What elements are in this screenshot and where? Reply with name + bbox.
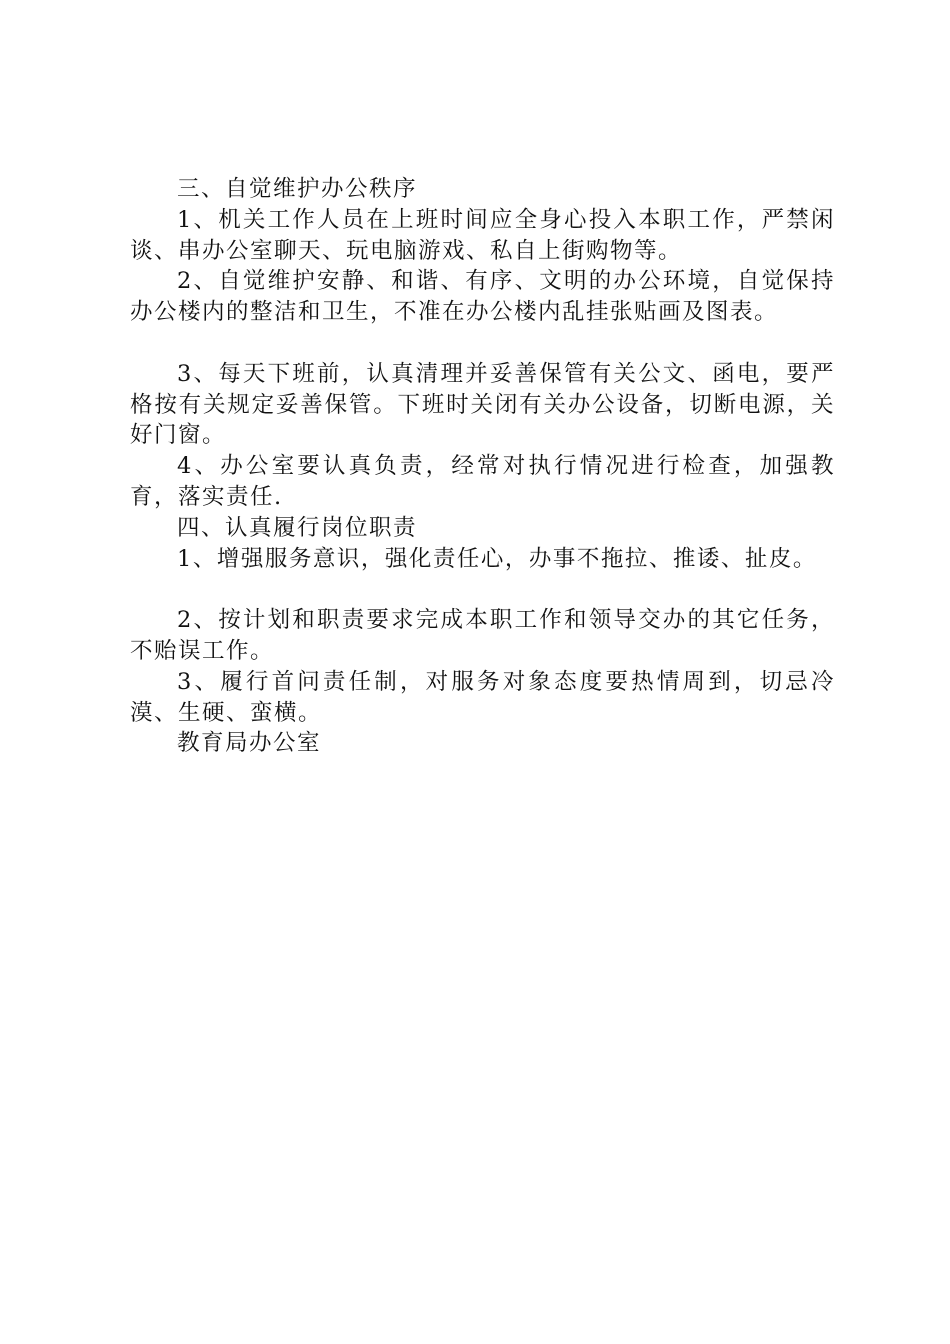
paragraph: 1、增强服务意识，强化责任心，办事不拖拉、推诿、扯皮。 (177, 545, 817, 572)
paragraph: 2、按计划和职责要求完成本职工作和领导交办的其它任务，不贻误工作。 (130, 607, 835, 664)
blank-line (130, 574, 835, 605)
paragraph: 2、自觉维护安静、和谐、有序、文明的办公环境，自觉保持办公楼内的整洁和卫生，不准在办公楼内乱挂张贴画及图表。 (130, 268, 835, 326)
paragraph: 1、机关工作人员在上班时间应全身心投入本职工作，严禁闲谈、串办公室聊天、玩电脑游戏、私自上街购物等。 (130, 206, 835, 264)
section-heading-4: 四、认真履行岗位职责 (177, 514, 418, 541)
paragraph: 4、办公室要认真负责，经常对执行情况进行检查，加强教育，落实责任. (130, 453, 835, 510)
signature-line: 教育局办公室 (177, 730, 322, 757)
document-body (130, 174, 835, 759)
paragraph: 3、履行首问责任制，对服务对象态度要热情周到，切忌冷漠、生硬、蛮横。 (130, 668, 835, 726)
blank-line (130, 328, 835, 359)
section-heading-3: 三、自觉维护办公秩序 (177, 176, 418, 202)
paragraph: 3、每天下班前，认真清理并妥善保管有关公文、函电，要严格按有关规定妥善保管。下班时关闭有关办公设备，切断电源，关好门窗。 (130, 360, 835, 449)
